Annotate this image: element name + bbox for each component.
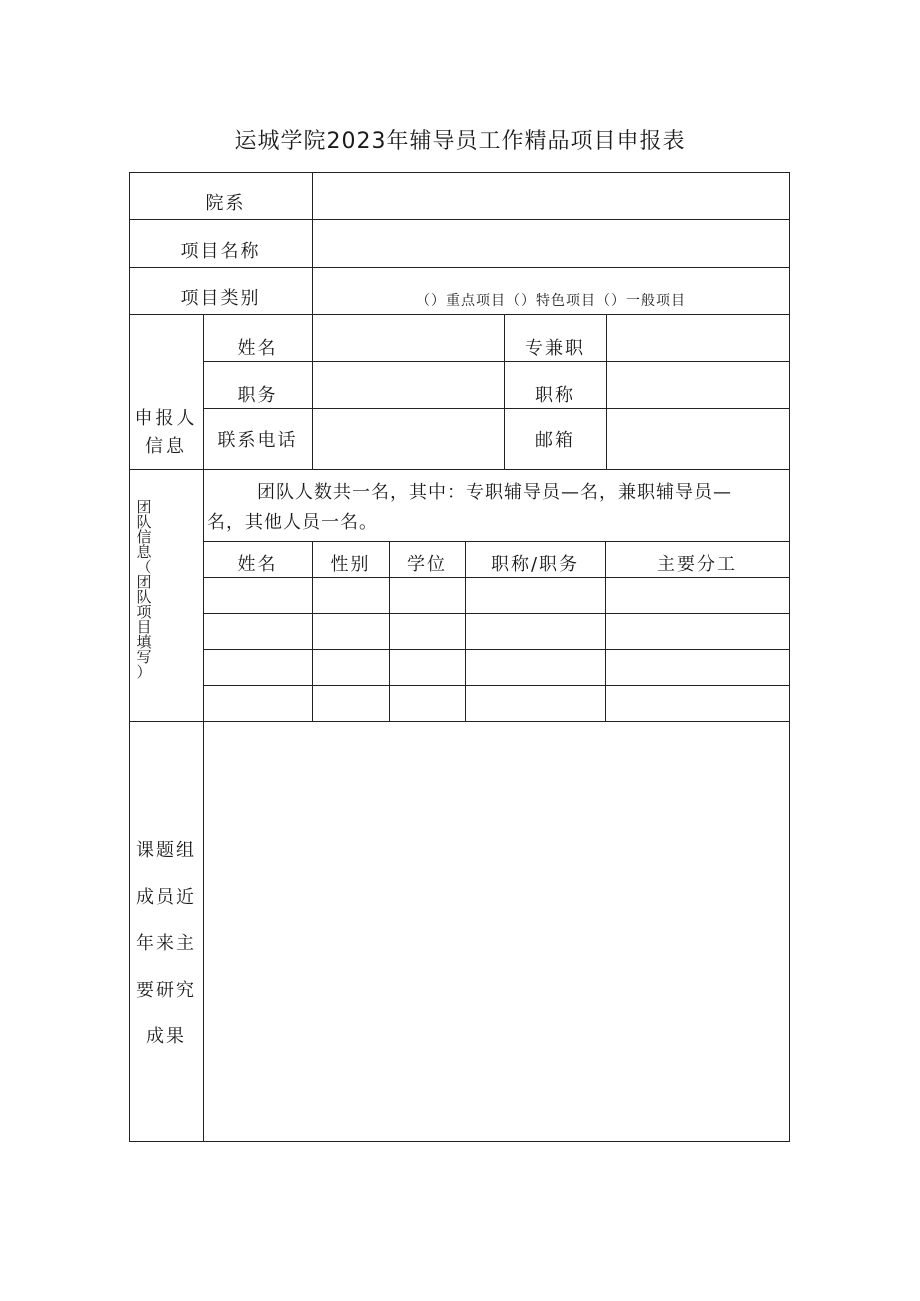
professional-title-field[interactable] <box>607 362 789 408</box>
team-label-char: 项 <box>136 603 152 621</box>
team-label-char: 团 <box>136 573 152 591</box>
project-type-label: 项目类别 <box>180 288 261 309</box>
department-label: 院系 <box>205 193 246 214</box>
team-row[interactable] <box>204 686 789 721</box>
results-label-line: 要研究 <box>136 979 196 1001</box>
border-bottom <box>129 1141 790 1142</box>
team-label-char: 写 <box>136 648 152 666</box>
rule <box>129 469 790 470</box>
team-intro-line1: 团队人数共一名，其中：专职辅导员—名，兼职辅导员— <box>257 482 732 503</box>
team-label-char: ） <box>136 663 152 681</box>
team-label-char: 填 <box>136 633 152 651</box>
research-results-field[interactable] <box>204 722 789 1141</box>
page-title: 运城学院2023年辅导员工作精品项目申报表 <box>234 129 686 154</box>
research-results-label <box>129 828 203 1061</box>
results-label-line: 成果 <box>146 1026 186 1047</box>
team-row[interactable] <box>204 650 789 685</box>
applicant-name-label: 姓名 <box>237 337 278 359</box>
team-section-label <box>129 500 159 680</box>
phone-label: 联系电话 <box>217 429 298 451</box>
team-label-char: 目 <box>136 618 152 636</box>
applicant-label-line1: 申报人 <box>134 408 198 429</box>
applicant-name-field[interactable] <box>313 315 504 361</box>
phone-field[interactable] <box>313 409 504 469</box>
team-col-degree: 学位 <box>407 553 447 575</box>
team-intro[interactable] <box>207 478 787 538</box>
applicant-label-line2: 信息 <box>145 436 187 457</box>
results-label-line: 成员近 <box>136 886 196 908</box>
project-type-options[interactable]: （）重点项目（）特色项目（）一般项目 <box>416 293 686 309</box>
team-label-char: 团 <box>136 498 152 516</box>
team-label-char: 信 <box>136 528 152 546</box>
applicant-section-label <box>129 405 203 461</box>
team-label-char: 队 <box>136 513 152 531</box>
duty-label: 职务 <box>237 384 278 406</box>
duty-field[interactable] <box>313 362 504 408</box>
results-label-line: 年来主 <box>136 933 196 954</box>
email-field[interactable] <box>607 409 789 469</box>
project-name-field[interactable] <box>313 220 789 267</box>
department-field[interactable] <box>313 173 789 219</box>
team-label-char: （ <box>136 558 152 576</box>
team-row[interactable] <box>204 578 789 613</box>
fulltime-label: 专兼职 <box>525 337 585 359</box>
border-right <box>789 172 790 1142</box>
team-col-title-duty: 职称/职务 <box>490 553 580 575</box>
team-col-gender: 性别 <box>330 553 371 575</box>
project-name-label: 项目名称 <box>180 241 261 262</box>
professional-title-label: 职称 <box>535 384 575 406</box>
fulltime-field[interactable] <box>607 315 789 361</box>
results-label-line: 课题组 <box>136 840 196 861</box>
team-row[interactable] <box>204 614 789 649</box>
team-label-char: 队 <box>136 588 152 606</box>
team-label-char: 息 <box>136 543 152 561</box>
team-col-name: 姓名 <box>237 553 278 575</box>
team-intro-line2: 名，其他人员一名。 <box>207 512 378 533</box>
email-label: 邮箱 <box>535 429 575 451</box>
team-col-division: 主要分工 <box>657 553 737 575</box>
